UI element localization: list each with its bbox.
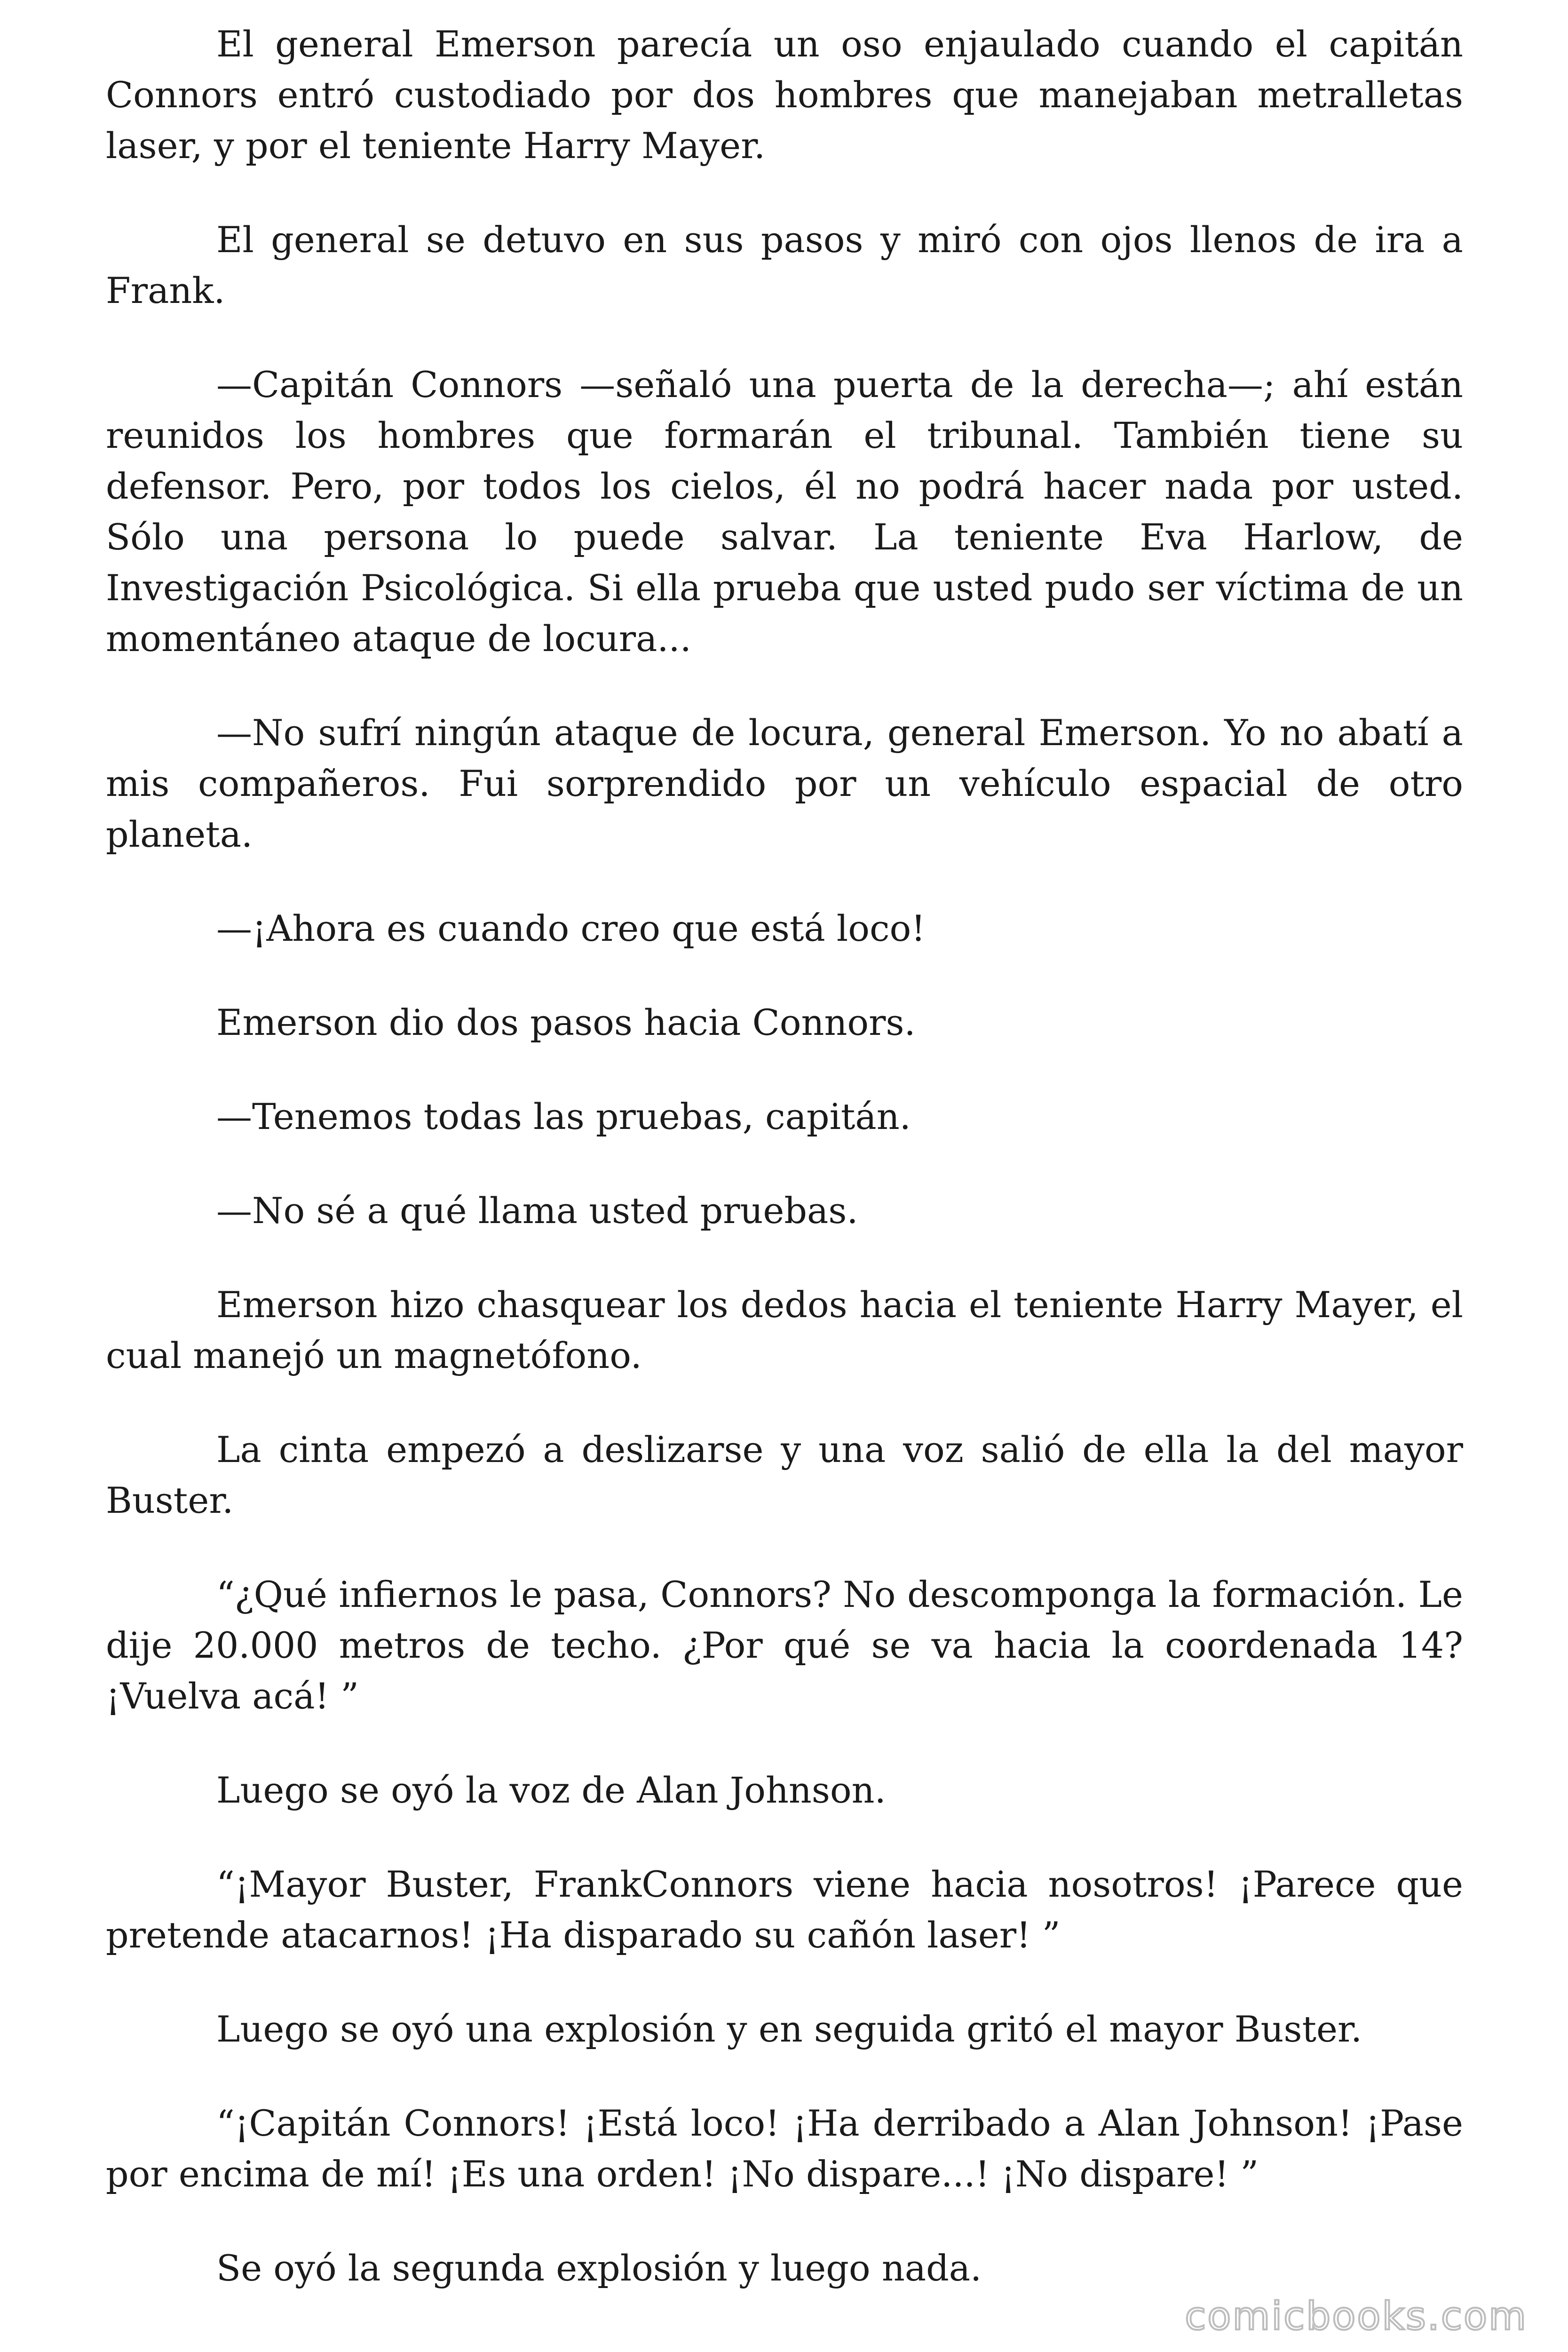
paragraph-10: La cinta empezó a deslizarse y una voz salió de ella la del mayor Buster. [106,1429,1463,1521]
paragraph-16: Se oyó la segunda explosión y luego nada. [216,2247,982,2289]
watermark: comicbooks.com [1185,2294,1528,2339]
paragraph-13: “¡Mayor Buster, FrankConnors viene hacia nosotros! ¡Parece que pretende atacarnos! ¡Ha disparado su cañón laser! ” [106,1863,1463,1956]
paragraph-11: “¿Qué infiernos le pasa, Connors? No descomponga la formación. Le dije 20.000 metros de techo. ¿Por qué se va hacia la coordenada 14? ¡Vuelva acá! ” [106,1573,1463,1717]
page-body [106,19,1463,2337]
paragraph-14: Luego se oyó una explosión y en seguida gritó el mayor Buster. [216,2008,1362,2050]
paragraph-9: Emerson hizo chasquear los dedos hacia el teniente Harry Mayer, el cual manejó un magnetófono. [106,1284,1463,1376]
paragraph-6: Emerson dio dos pasos hacia Connors. [216,1001,916,1043]
paragraph-3: —Capitán Connors —señaló una puerta de la derecha—; ahí están reunidos los hombres que formarán el tribunal. También tiene su defensor. Pero, por todos los cielos, él no podrá hacer nada por usted. Sólo una persona lo puede salvar. La teniente Eva Harlow, de Investigación Psicológica. Si ella prueba que usted pudo ser víctima de un momentáneo ataque de locura... [106,364,1463,660]
paragraph-2: El general se detuvo en sus pasos y miró con ojos llenos de ira a Frank. [106,219,1463,311]
paragraph-4: —No sufrí ningún ataque de locura, general Emerson. Yo no abatí a mis compañeros. Fui sorprendido por un vehículo espacial de otro planeta. [106,712,1463,855]
paragraph-12: Luego se oyó la voz de Alan Johnson. [216,1769,886,1811]
paragraph-8: —No sé a qué llama usted pruebas. [216,1190,858,1232]
paragraph-5: —¡Ahora es cuando creo que está loco! [216,907,926,949]
paragraph-7: —Tenemos todas las pruebas, capitán. [216,1096,911,1137]
paragraph-1: El general Emerson parecía un oso enjaulado cuando el capitán Connors entró custodiado por dos hombres que manejaban metralletas laser, y por el teniente Harry Mayer. [106,23,1463,167]
paragraph-15: “¡Capitán Connors! ¡Está loco! ¡Ha derribado a Alan Johnson! ¡Pase por encima de mí! ¡Es una orden! ¡No dispare...! ¡No dispare! ” [106,2102,1463,2195]
